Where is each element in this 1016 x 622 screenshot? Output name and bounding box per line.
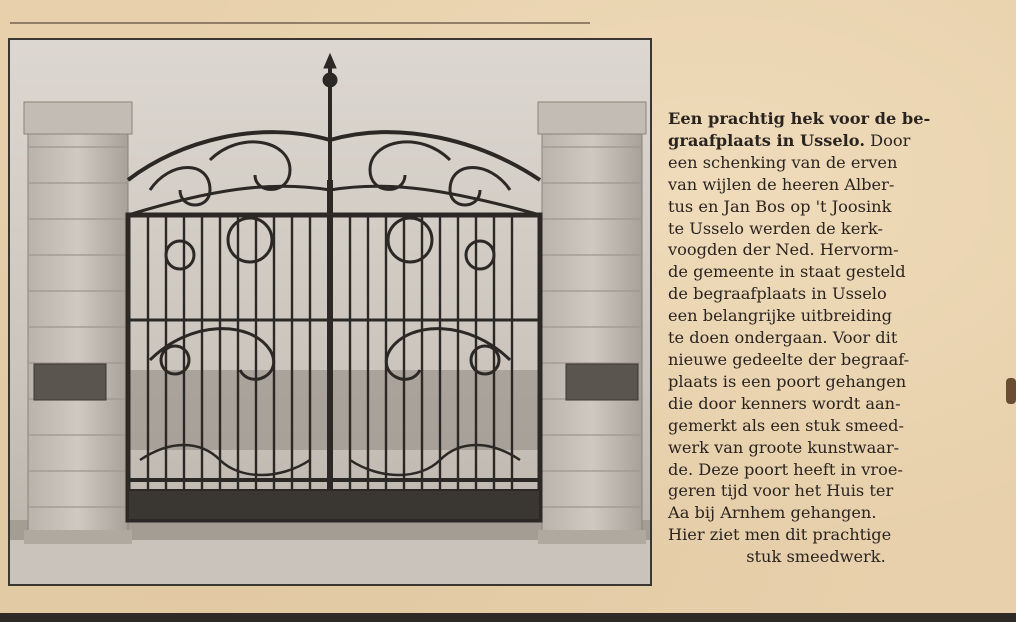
caption-line <box>668 130 964 152</box>
path <box>10 540 650 584</box>
caption-line: de gemeente in staat gesteld <box>668 262 906 282</box>
caption-line: Hier ziet men dit prachtige <box>668 525 892 545</box>
caption-line: Aa bij Arnhem gehangen. <box>668 503 877 523</box>
gate-illustration <box>10 40 650 584</box>
edge-mark <box>1006 378 1016 404</box>
caption-line: nieuwe gedeelte der begraaf- <box>668 349 910 369</box>
caption-line: Een prachtig hek voor de be- <box>668 109 931 128</box>
caption-bold-part: graafplaats in Usselo. <box>668 130 865 150</box>
left-pillar <box>24 102 132 544</box>
caption-rest: Door <box>864 130 911 150</box>
caption-line: te Usselo werden de kerk- <box>668 218 884 238</box>
gate-photograph <box>8 38 652 586</box>
photo-caption <box>668 108 964 568</box>
caption-line: een belangrijke uitbreiding <box>668 306 893 326</box>
caption-line: van wijlen de heeren Alber- <box>668 174 895 194</box>
right-pillar <box>538 102 646 544</box>
top-rule <box>10 22 590 24</box>
caption-line: die door kenners wordt aan- <box>668 393 901 413</box>
bottom-rule <box>0 613 1016 622</box>
caption-line: een schenking van de erven <box>668 152 898 172</box>
bleed-through-headline <box>140 0 1000 18</box>
caption-line: de. Deze poort heeft in vroe- <box>668 459 903 479</box>
caption-line: de begraafplaats in Usselo <box>668 284 887 304</box>
caption-line: stuk smeedwerk. <box>746 547 886 567</box>
caption-line: plaats is een poort gehangen <box>668 371 907 391</box>
caption-line: tus en Jan Bos op 't Joosink <box>668 196 892 216</box>
caption-line: voogden der Ned. Hervorm- <box>668 240 899 260</box>
caption-line: gemerkt als een stuk smeed- <box>668 415 904 435</box>
caption-line: te doen ondergaan. Voor dit <box>668 328 898 348</box>
caption-line: werk van groote kunstwaar- <box>668 437 900 457</box>
caption-line: geren tijd voor het Huis ter <box>668 481 894 501</box>
